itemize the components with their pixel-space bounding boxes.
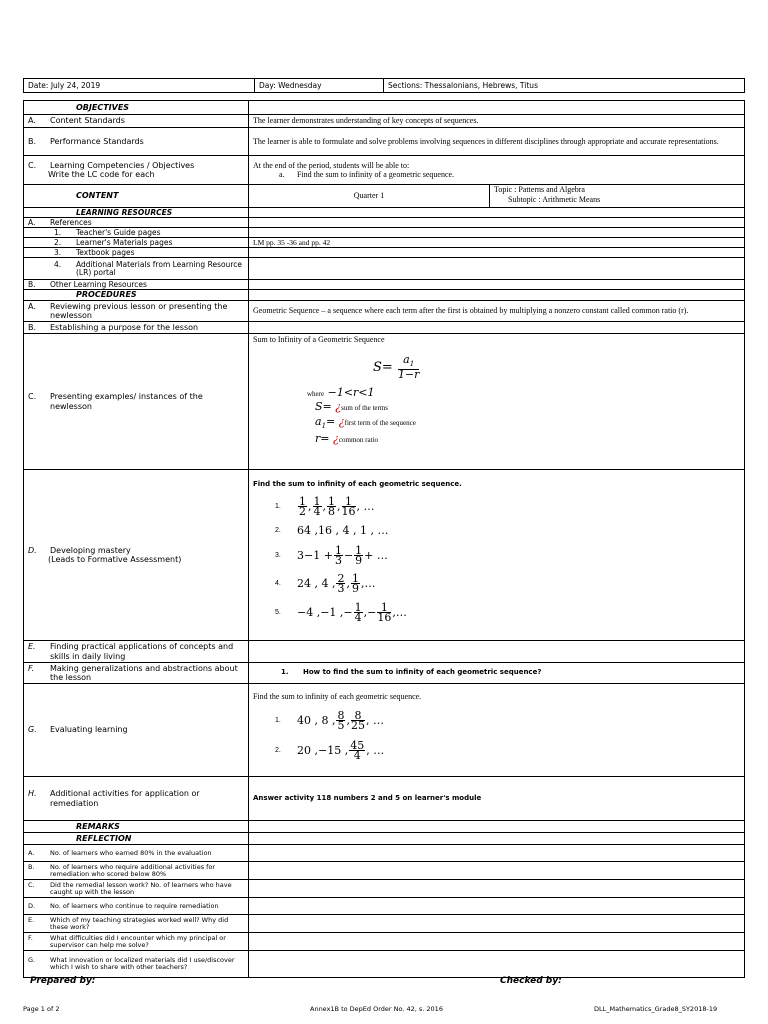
topic-text: Topic : Patterns and Algebra	[494, 185, 585, 194]
competencies-label-2: Write the LC code for each	[48, 170, 155, 179]
reflection-b: No. of learners who require additional activities for remediation who scored below 80%	[50, 862, 216, 878]
additional-value: Answer activity 118 numbers 2 and 5 on learner's module	[249, 777, 745, 821]
additional-label: Additional activities for application or remediation	[50, 789, 200, 808]
review-label: Reviewing previous lesson or presenting the newlesson	[50, 301, 228, 320]
r-definition: common ratio	[338, 436, 378, 445]
reflection-f: What difficulties did I encounter which my principal or supervisor can help me solve?	[50, 933, 226, 949]
file-name: DLL_Mathematics_Grade8_SY2018-19	[594, 1005, 718, 1013]
page-number: Page 1 of 2	[23, 1005, 60, 1013]
references-label: References	[50, 217, 92, 227]
evaluating-label: Evaluating learning	[50, 725, 128, 735]
mastery-title: Find the sum to infinity of each geometric sequence.	[253, 480, 462, 488]
reflection-g: What innovation or localized materials did I use/discover which I wish to share with other teachers?	[50, 956, 235, 971]
quarter-cell: Quarter 1	[249, 185, 490, 207]
prepared-by: Prepared by:	[30, 976, 96, 986]
mastery-item-2: 2. 64 ,16 , 4 , 1 , …	[275, 523, 389, 537]
remarks-heading: REMARKS	[24, 821, 249, 833]
a1-definition: first term of the sequence	[344, 418, 416, 427]
lm-label: Learner's Materials pages	[76, 237, 173, 247]
date-cell: Date: July 24, 2019	[24, 79, 255, 93]
content-standards-value: The learner demonstrates understanding of key concepts of sequences.	[249, 115, 745, 128]
reflection-heading: REFLECTION	[24, 833, 249, 845]
presenting-label: Presenting examples/ instances of the newlesson	[50, 392, 203, 411]
mastery-label: Developing mastery	[50, 545, 131, 555]
sum-formula: S= $\frac{a_1}{1-r}$	[373, 352, 420, 382]
generalizations-value: How to find the sum to infinity of each geometric sequence?	[303, 668, 542, 677]
subtopic-text: Subtopic : Arithmetic Means	[508, 194, 601, 204]
mastery-item-5: 5. −4 ,−1 ,− $\frac{1}{4}$ ,− $\frac{1}{16}$ ,…	[275, 600, 407, 624]
procedures-heading: PROCEDURES	[24, 290, 249, 301]
evaluating-title: Find the sum to infinity of each geometric sequence.	[253, 692, 422, 701]
checked-by: Checked by:	[500, 976, 562, 986]
content-standards-label: Content Standards	[50, 116, 125, 126]
lm-value: LM pp. 35 -36 and pp. 42	[249, 238, 745, 248]
objectives-heading: OBJECTIVES	[24, 101, 249, 115]
evaluating-item-1: 1. 40 , 8 , $\frac{8}{5}$ , $\frac{8}{25}$ , …	[275, 708, 384, 732]
reflection-e: Which of my teaching strategies worked well? Why did these work?	[50, 915, 229, 931]
purpose-label: Establishing a purpose for the lesson	[50, 322, 199, 332]
mastery-item-1: 1. $\frac{1}{2}$ , $\frac{1}{4}$ , $\frac{1}{8}$ , $\frac{1}{16}$ , …	[275, 494, 375, 518]
other-resources-label: Other Learning Resources	[50, 279, 147, 289]
content-heading: CONTENT	[24, 185, 249, 208]
textbook-label: Textbook pages	[76, 247, 135, 257]
applications-label: Finding practical applications of concepts and skills in daily living	[50, 642, 234, 661]
mastery-item-3: 3. 3−1 + $\frac{1}{3}$ − $\frac{1}{9}$ + …	[275, 543, 388, 567]
s-definition: sum of the terms	[341, 404, 389, 413]
lr-label: Additional Materials from Learning Resource (LR) portal	[76, 259, 242, 277]
performance-standards-label: Performance Standards	[50, 136, 144, 146]
resources-heading: LEARNING RESOURCES	[24, 208, 249, 218]
day-cell: Day: Wednesday	[255, 79, 384, 93]
mastery-label-2: (Leads to Formative Assessment)	[48, 555, 182, 564]
competency-item: Find the sum to infinity of a geometric sequence.	[297, 170, 455, 179]
lesson-table: OBJECTIVES A. Content Standards The learner demonstrates understanding of key concepts of sequences. B. Performance Standards The learner is able to formulate and solve problems involving sequences in different disciplines through appropriate and accurate representations. C. Learning Competencies / Objectives Write the LC code for each At the end of the period, students will be able to: a. Find the sum to infinity of a geometric sequence. CONTENT Quarter 1 Topic : Patterns and Algebra Subtopic : Arithmetic Means LEARNING RESOURCES A. References 1. Teacher's Guide pages 2. Learner's Materials pages LM pp. 35 -36 and pp. 42 3. Textbook pages 4. Additional Materials from Learning Resource (LR) portal B. Other Learning Resources PROCEDURES A. Reviewing previous lesson or presenting the newlesson Geometric Sequence – a sequence where each term after the first is obtained by multiplying a nonzero constant called common ratio (r). B. Establishing a purpose for the lesson C. Presenting examples/ instances of the newlesson Sum to Infinity of a Geometric Sequence S= $\frac{a_1}{1-r}$ where −1<r<1 S= ¿sum of the terms $a_1=$ ¿first term of the sequence r= ¿common ratio D. Developing mastery (Leads to Formative Assessment) Find the sum to infinity of each geometric sequence. 1. $\frac{1}{2}$ , $\frac{1}{4}$ , $\frac{1}{8}$ , $\frac{1}{16}$ , … 2. 64 ,16 , 4 , 1 , … 3. 3−1 + $\frac{1}{3}$ − $\frac{1}{9}$ + … 4. 24 , 4 , $\frac{2}{3}$ , $\frac{1}{9}$ ,… 5. −4 ,−1 ,− $\frac{1}{4}$ ,− $\frac{1}{16}$ ,… E. Finding practical applications of concepts and skills in daily living F. Making generalizations and abstractions about the lesson 1. How to find the sum to infinity of each geometric sequence? G. Evaluating learning Find the sum to infinity of each geometric sequence. 1. 40 , 8 , $\frac{8}{5}$ , $\frac{8}{25}$ , … 2. 20 ,−15 , $\frac{45}{4}$ , … H. Additional activities for application or remediation Answer activity 118 numbers 2 and 5 on learner's module REMARKS REFLECTION A. No. of learners who earned 80% in the evaluation B. No. of learners who require additional activities for remediation who scored below 80% C. Did the remedial lesson work? No. of learners who have caught up with the lesson D. No. of learners who continue to require remediation E. Which of my teaching strategies worked well? Why did these work? F. What difficulties did I encounter which my principal or supervisor can help me solve? G. What innovation or localized materials did I use/discover which I wish to share with other teachers?	[23, 100, 745, 978]
evaluating-item-2: 2. 20 ,−15 , $\frac{45}{4}$ , …	[275, 738, 385, 762]
sections-cell: Sections: Thessalonians, Hebrews, Titus	[384, 79, 745, 93]
competencies-label: Learning Competencies / Objectives	[50, 160, 195, 170]
where-text: where	[307, 389, 325, 398]
annex-text: Annex1B to DepEd Order No. 42, s. 2016	[310, 1005, 443, 1013]
reflection-d: No. of learners who continue to require remediation	[50, 901, 219, 910]
competencies-value: At the end of the period, students will be able to:	[253, 160, 410, 170]
performance-standards-value: The learner is able to formulate and solve problems involving sequences in different disciplines through appropriate and accurate representations.	[249, 128, 745, 156]
reflection-c: Did the remedial lesson work? No. of learners who have caught up with the lesson	[50, 880, 232, 896]
header-table	[23, 78, 745, 93]
mastery-item-4: 4. 24 , 4 , $\frac{2}{3}$ , $\frac{1}{9}$ ,…	[275, 571, 376, 595]
tg-label: Teacher's Guide pages	[76, 227, 161, 237]
generalizations-label: Making generalizations and abstractions about the lesson	[50, 663, 238, 682]
sum-infinity-title: Sum to Infinity of a Geometric Sequence	[253, 335, 385, 344]
reflection-a: No. of learners who earned 80% in the evaluation	[50, 848, 212, 857]
review-value: Geometric Sequence – a sequence where each term after the first is obtained by multiplying a nonzero constant called common ratio (r).	[249, 301, 745, 322]
